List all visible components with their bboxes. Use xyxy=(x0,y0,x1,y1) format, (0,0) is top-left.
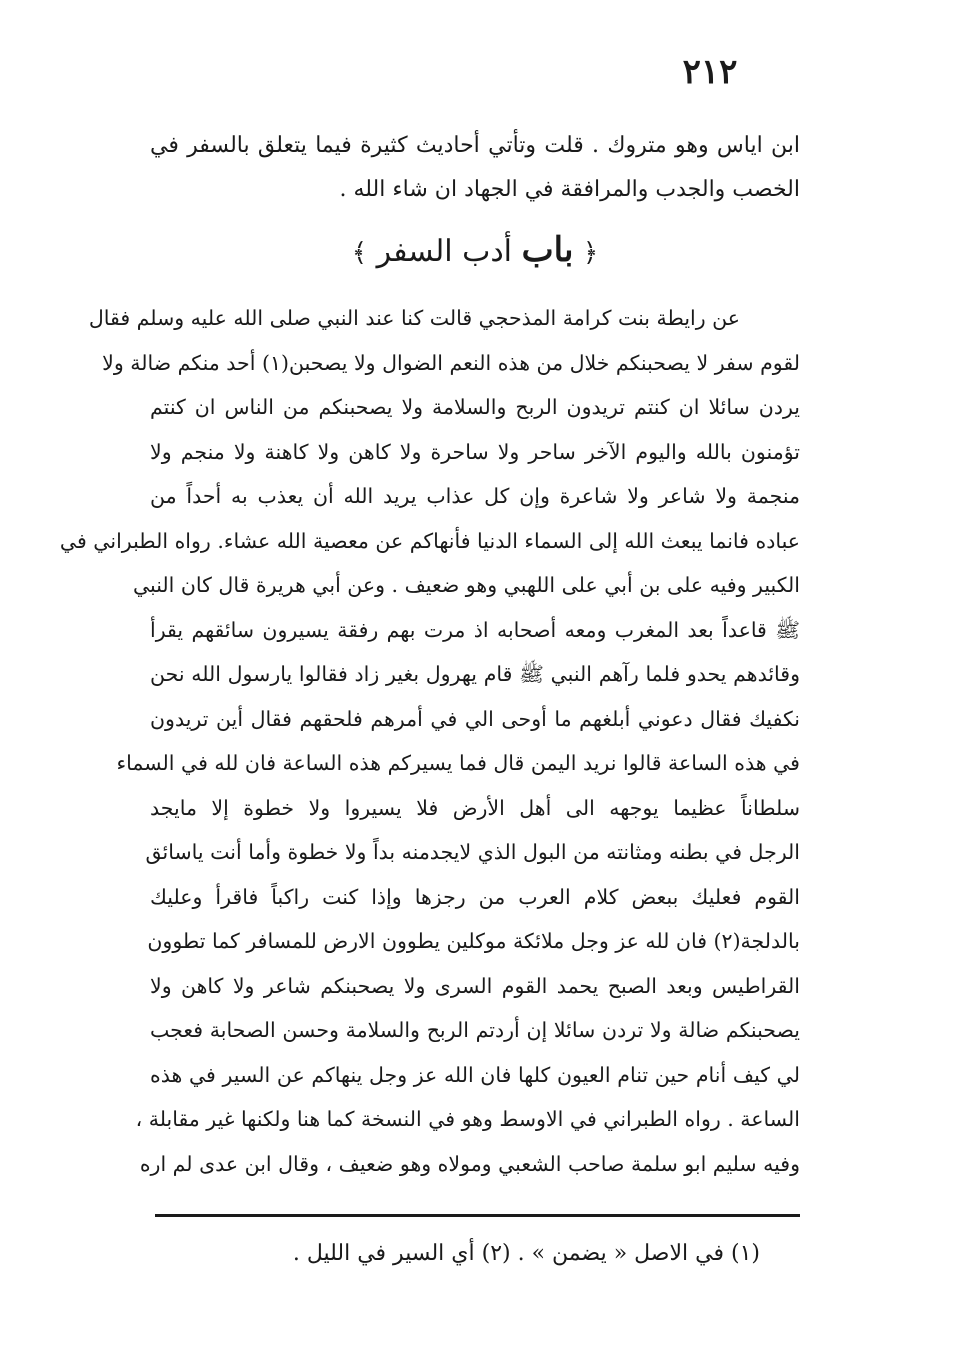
text-line: سلطاناً عظيما يوجهه الى أهل الأرض فلا يسيروا ولا خطوة إلا مايجد xyxy=(150,795,800,820)
heading-open-bracket: ﴿ xyxy=(582,238,599,268)
heading-bab: باب xyxy=(521,230,574,270)
text-line: ﷺ قاعداً بعد المغرب ومعه أصحابه اذ مرت بهم رفقة يسيرون سائقهم يقرأ xyxy=(150,617,800,642)
main-text xyxy=(59,296,800,1186)
chapter-heading xyxy=(150,228,800,275)
text-line: الرجل في بطنه ومثانته من البول الذي لايجدمنه بداً ولا خطوة وأما أنت ياسائق xyxy=(145,840,800,864)
footnotes: (١) في الاصل « يضمن » . (٢) أي السير في الليل . xyxy=(292,1241,760,1266)
text-line: في هذه الساعة قالوا نريد اليمن قال فما يسيركم هذه الساعة فان لله في السماء xyxy=(116,751,800,775)
footnote-divider xyxy=(155,1214,800,1217)
text-line: القراطيس وبعد الصبح يحمد القوم السرى ولا يصحبنكم شاعر ولا كاهن ولا xyxy=(150,973,800,998)
text-line: نكفيك فقال دعوني أبلغهم ما أوحى الي في أمرهم فلحقهم فقال أين تريدون xyxy=(150,706,800,731)
text-line: الساعة . رواه الطبراني في الاوسط وهو في النسخة كما هنا ولكنها غير مقابلة ، xyxy=(135,1107,800,1131)
text-line: عباده فانما يبعث الله إلى السماء الدنيا فأنهاكم عن معصية الله عشاء. رواه الطبراني في xyxy=(59,528,800,553)
text-line: وقائدهم يحدو فلما رآهم النبي ﷺ قام يهرول بغير زاد فقالوا يارسول الله نحن xyxy=(150,662,800,686)
text-line: القوم فعليك ببعض كلام العرب من رجزها وإذا كنت راكباً فاقرأ وعليك xyxy=(150,884,800,909)
text-line: عن رايطة بنت كرامة المذحجي قالت كنا عند النبي صلى الله عليه وسلم فقال xyxy=(88,306,740,330)
text-line: منجمة ولا شاعر ولا شاعرة وإن كل عذاب يريد الله أن يعذب به أحداً من xyxy=(150,484,800,508)
text-line: يردن سائلا ان كنتم تريدون الربح والسلامة ولا يصحبنكم من الناس ان كنتم xyxy=(150,395,800,419)
text-line: لي كيف أنام حين تنام العيون كلها فان الله عز وجل ينهاكم عن السير في هذه xyxy=(150,1062,800,1087)
heading-close-bracket: ﴾ xyxy=(351,238,368,268)
text-line: لقوم سفر لا يصحبنكم خلال من هذه النعم الضوال ولا يصحبن(١) أحد منكم ضالة ولا xyxy=(102,350,800,375)
text-line: بالدلجة(٢) فان لله عز وجل ملائكة موكلين يطوون الارض للمسافر كما تطوون xyxy=(147,929,800,953)
intro-paragraph: ابن اياس وهو متروك . قلت وتأتي أحاديث كثيرة فيما يتعلق بالسفر في الخصب والجدب والمرافقة في الجهاد ان شاء الله . xyxy=(150,133,800,202)
page-number: ٢١٢ xyxy=(682,52,738,92)
text-line: تؤمنون بالله واليوم الآخر ساحر ولا ساحرة ولا كاهن ولا كاهنة ولا منجم ولا xyxy=(150,439,800,464)
text-line: يصحبنكم ضالة ولا تردن سائلا إن أردتم الربح والسلامة وحسن الصحابة فعجب xyxy=(150,1018,800,1042)
text-line: الكبير وفيه على بن أبي على اللهبي وهو ضعيف . وعن أبي هريرة قال كان النبي xyxy=(132,573,800,597)
text-line: وفيه سليم ابو سلمة صاحب الشعبي ومولاه وهو ضعيف ، وقال ابن عدى لم اره xyxy=(139,1151,800,1176)
heading-title: أدب السفر xyxy=(376,234,513,269)
